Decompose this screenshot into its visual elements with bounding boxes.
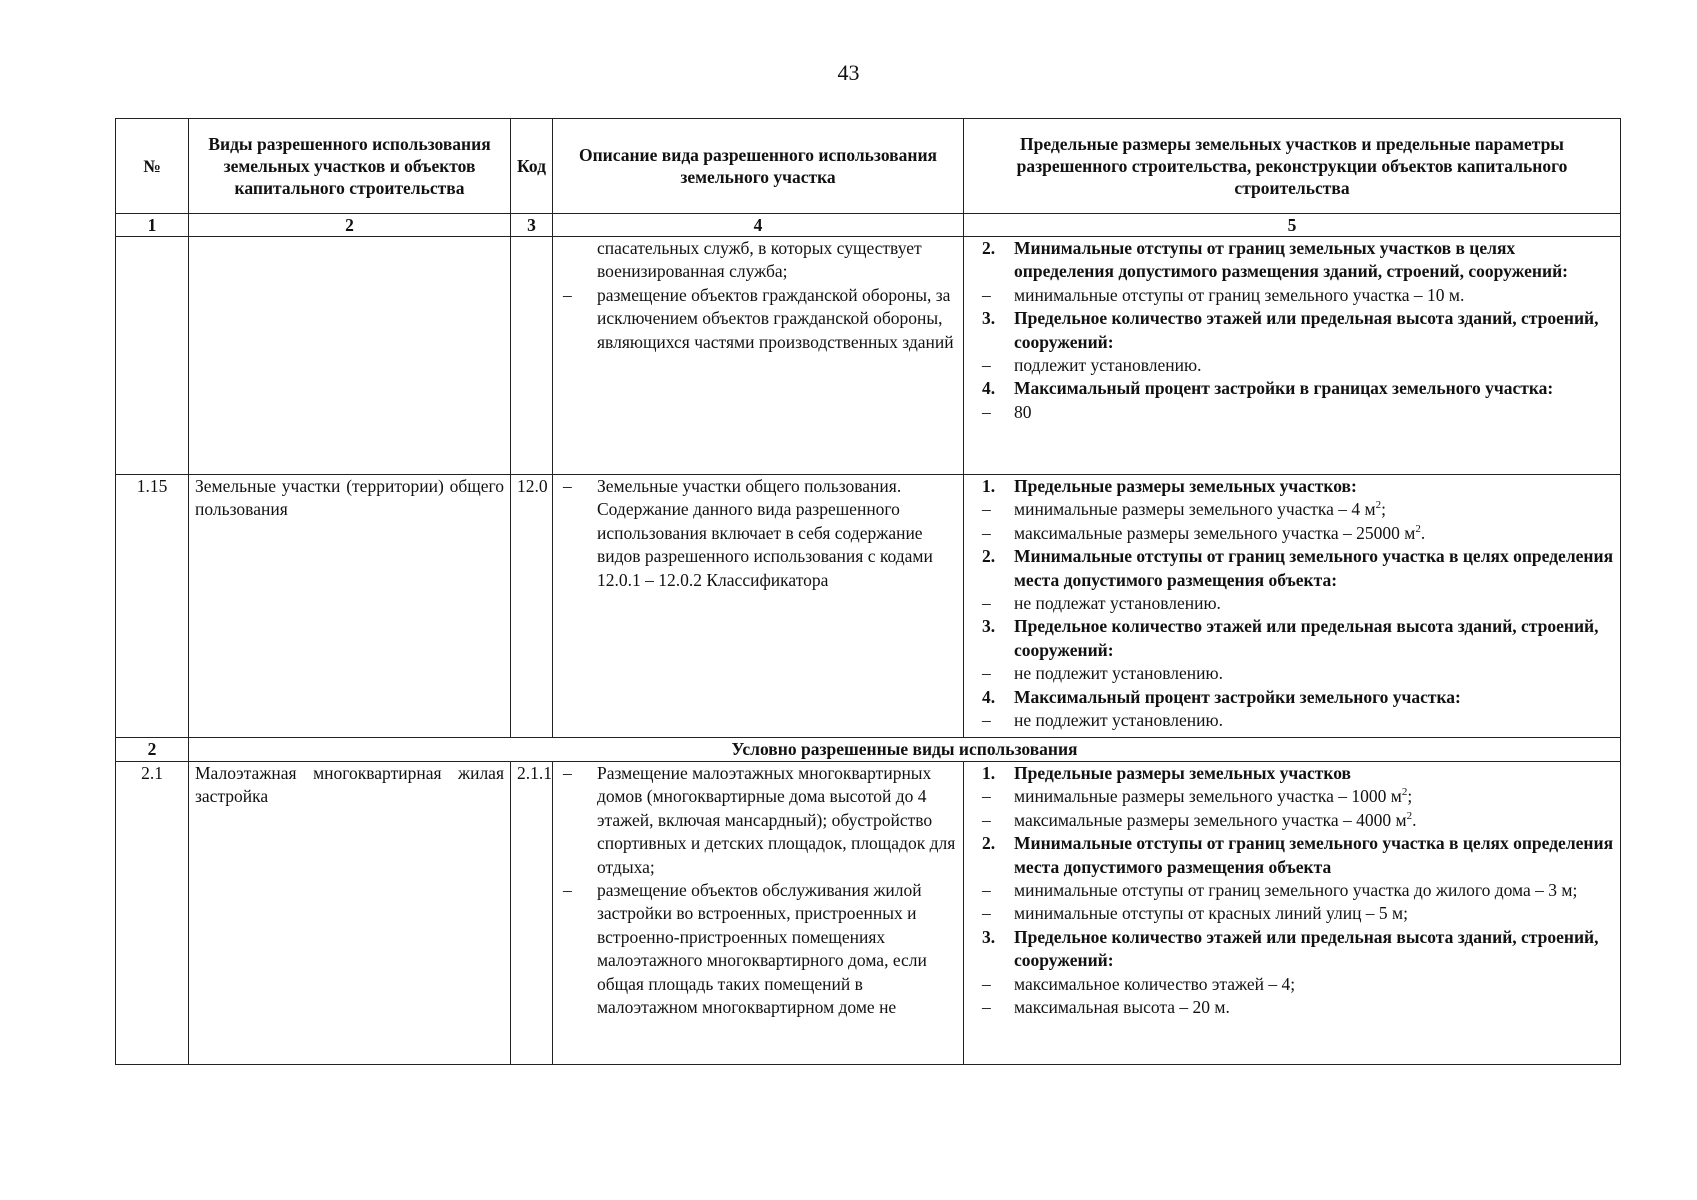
row-code xyxy=(511,237,553,475)
column-index: 5 xyxy=(964,214,1621,237)
param-item: – минимальные размеры земельного участка – 1000 $м^2$; xyxy=(982,786,1413,807)
list-item: – Земельные участки общего пользования. Содержание данного вида разрешенного использования включает в себя содержание видов разрешенного использования с кодами 12.0.1 – 12.0.2 Классификатора xyxy=(563,476,933,590)
row-code: 12.0 xyxy=(511,475,553,738)
header-number: № xyxy=(116,119,189,214)
section-number: 2 xyxy=(116,738,189,762)
column-index: 2 xyxy=(189,214,511,237)
table-header-row xyxy=(116,119,1621,214)
param-item: – максимальная высота – 20 м. xyxy=(982,997,1230,1018)
list-item: – Размещение малоэтажных многоквартирных домов (многоквартирные дома высотой до 4 этажей, включая мансардный); обустройство спортивных и детских площадок, площадок для отдыха; xyxy=(563,763,956,877)
param-item: – максимальное количество этажей – 4; xyxy=(982,973,1296,994)
param-item: – не подлежит установлению. xyxy=(982,663,1223,684)
param-item: – минимальные отступы от границ земельного участка – 10 м. xyxy=(982,284,1465,305)
param-item: – минимальные отступы от границ земельного участка до жилого дома – 3 м; xyxy=(982,880,1578,901)
param-item: – не подлежит установлению. xyxy=(982,710,1223,731)
row-description xyxy=(553,237,964,475)
param-item: – подлежит установлению. xyxy=(982,355,1202,376)
section-row xyxy=(116,738,1621,762)
param-title: 3. Предельное количество этажей или предельная высота зданий, строений, сооружений: xyxy=(982,616,1599,660)
param-item: – минимальные размеры земельного участка – 4 $м^2$; xyxy=(982,499,1386,520)
param-title: 4. Максимальный процент застройки земельного участка: xyxy=(982,686,1461,707)
list-item: спасательных служб, в которых существует военизированная служба; xyxy=(597,238,922,282)
row-parameters xyxy=(964,475,1621,738)
table-row xyxy=(116,762,1621,1065)
param-title: 3. Предельное количество этажей или предельная высота зданий, строений, сооружений: xyxy=(982,926,1599,971)
table-row xyxy=(116,237,1621,475)
param-title: 4. Максимальный процент застройки в границах земельного участка: xyxy=(982,378,1554,399)
page-number: 43 xyxy=(837,60,860,85)
param-title: 2. Минимальные отступы от границ земельного участка в целях определения места допустимого размещения объекта: xyxy=(982,546,1614,590)
param-item: – не подлежат установлению. xyxy=(982,593,1221,614)
row-description xyxy=(553,475,964,738)
header-code: Код xyxy=(511,119,553,214)
table-row xyxy=(116,475,1621,738)
param-item: – максимальные размеры земельного участка – 4000 $м^2$. xyxy=(982,809,1417,830)
column-index-row xyxy=(116,214,1621,237)
param-title: 3. Предельное количество этажей или предельная высота зданий, строений, сооружений: xyxy=(982,308,1599,352)
param-title: 1. Предельные размеры земельных участков xyxy=(982,763,1351,783)
header-description: Описание вида разрешенного использования земельного участка xyxy=(553,119,964,214)
row-parameters xyxy=(964,762,1621,1065)
param-title: 2. Минимальные отступы от границ земельных участков в целях определения допустимого размещения зданий, строений, сооружений: xyxy=(982,238,1568,282)
list-item: застройки во встроенных, пристроенных и встроенно-пристроенных помещениях малоэтажного многоквартирного дома, если общая площадь таких помещений в малоэтажном многоквартирном доме не xyxy=(597,903,927,1018)
row-number xyxy=(116,237,189,475)
list-item: – размещение объектов обслуживания жилой xyxy=(563,880,922,901)
param-item: – максимальные размеры земельного участка – 25000 $м^2$. xyxy=(982,522,1426,543)
row-code: 2.1.1 xyxy=(511,762,553,1065)
row-description xyxy=(553,762,964,1065)
param-item: – минимальные отступы от красных линий улиц – 5 м; xyxy=(982,903,1408,924)
header-use-types: Виды разрешенного использования земельных участков и объектов капитального строительства xyxy=(189,119,511,214)
column-index: 1 xyxy=(116,214,189,237)
row-use-name: Земельные участки (территории) общего пользования xyxy=(189,475,511,738)
header-parameters: Предельные размеры земельных участков и предельные параметры разрешенного строительства, реконструкции объектов капитального строительства xyxy=(964,119,1621,214)
column-index: 4 xyxy=(553,214,964,237)
param-item: – 80 xyxy=(982,401,1032,422)
section-title: Условно разрешенные виды использования xyxy=(189,738,1621,762)
row-number: 2.1 xyxy=(116,762,189,1065)
row-use-name xyxy=(189,237,511,475)
param-title: 1. Предельные размеры земельных участков: xyxy=(982,476,1357,496)
param-title: 2. Минимальные отступы от границ земельного участка в целях определения места допустимого размещения объекта xyxy=(982,833,1614,877)
land-use-table xyxy=(115,118,1621,1065)
row-use-name: Малоэтажная многоквартирная жилая застройка xyxy=(189,762,511,1065)
row-number: 1.15 xyxy=(116,475,189,738)
column-index: 3 xyxy=(511,214,553,237)
list-item: – размещение объектов гражданской обороны, за исключением объектов гражданской обороны, являющихся частями производственных зданий xyxy=(563,284,954,352)
row-parameters xyxy=(964,237,1621,475)
